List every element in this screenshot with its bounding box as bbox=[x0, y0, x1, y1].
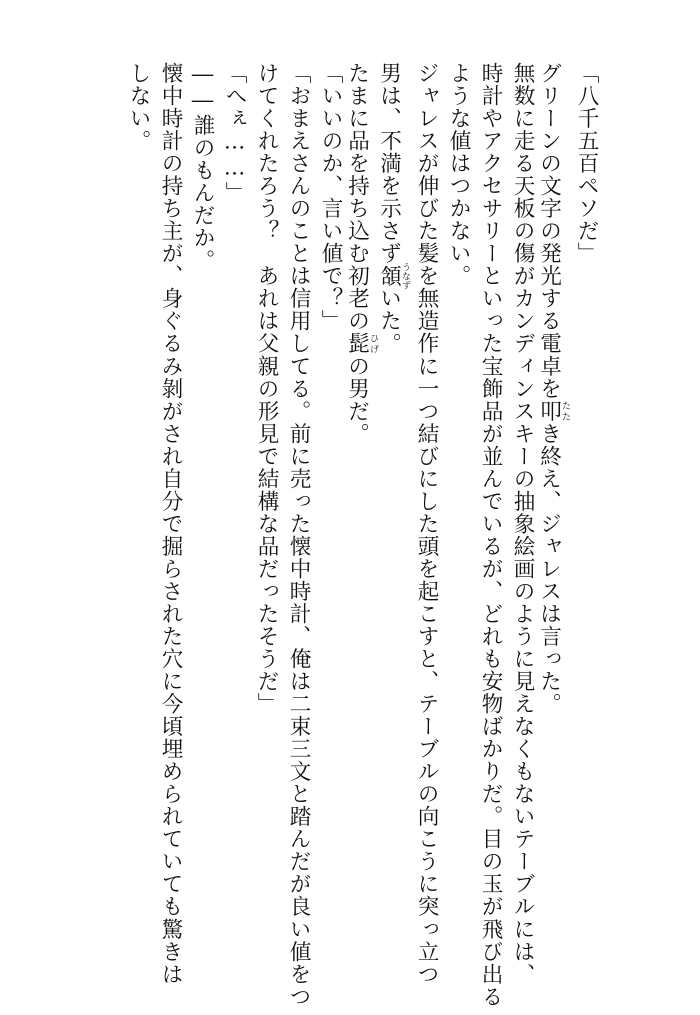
text-line-7-start: 男は、不満を示さず bbox=[376, 62, 402, 265]
text-line-6: ジャレスが伸びた髪を無造作に一つ結びにした頭を起こすと、テーブルの向こうに突っ立つ bbox=[414, 62, 439, 986]
text-line-12: 「へぇ……」 bbox=[222, 62, 247, 204]
ruby-tataki bbox=[536, 399, 570, 423]
ruby-tataki-reading: たた bbox=[560, 399, 570, 423]
text-line-9: 「いいのか、言い値で？」 bbox=[318, 62, 343, 333]
ruby-hige bbox=[344, 332, 378, 355]
text-line-3: 無数に走る天板の傷がカンディンスキーの抽象絵画のように見えなくもないテーブルには、 bbox=[510, 62, 535, 986]
text-line-2-start: グリーンの文字の発光する電卓を bbox=[536, 62, 562, 400]
text-line-11: けてくれたろう？ あれは父親の形見で結構な品だったそうだ」 bbox=[254, 62, 279, 716]
ruby-tataki-base: 叩 bbox=[536, 399, 562, 423]
ruby-hige-reading: ひげ bbox=[368, 332, 378, 355]
text-line-10: 「おまえさんのことは信用してる。前に売った懐中時計、俺は二束三文と踏んだが良い値をつ bbox=[286, 62, 311, 1008]
text-line-7-end: いた。 bbox=[376, 287, 402, 355]
text-line-13: ――誰のもんだか。 bbox=[190, 62, 215, 272]
ruby-hige-base: 髭 bbox=[344, 332, 370, 355]
text-line-8-end: の男だ。 bbox=[344, 354, 370, 445]
text-line-8-start: たまに品を持ち込む初老の bbox=[344, 62, 370, 333]
ruby-unazuki bbox=[376, 262, 410, 290]
text-line-14: 懐中時計の持ち主が、身ぐるみ剝がされ自分で掘らされた穴に今頃埋められていても驚きは bbox=[158, 62, 183, 986]
text-line-2-end: き終え、ジャレスは言った。 bbox=[536, 422, 562, 716]
text-line-7 bbox=[378, 62, 410, 355]
text-line-8 bbox=[346, 62, 378, 445]
ruby-unazuki-base: 頷 bbox=[376, 262, 402, 290]
text-line-4: 時計やアクセサリーといった宝飾品が並んでいるが、どれも安物ばかりだ。目の玉が飛び出る bbox=[478, 62, 503, 1008]
text-line-2 bbox=[538, 62, 570, 715]
text-line-5: ような値はつかない。 bbox=[446, 62, 471, 288]
text-line-15: しない。 bbox=[126, 62, 151, 153]
text-line-1: 「八千五百ペソだ」 bbox=[574, 62, 599, 265]
ruby-unazuki-reading: うなず bbox=[400, 262, 410, 290]
